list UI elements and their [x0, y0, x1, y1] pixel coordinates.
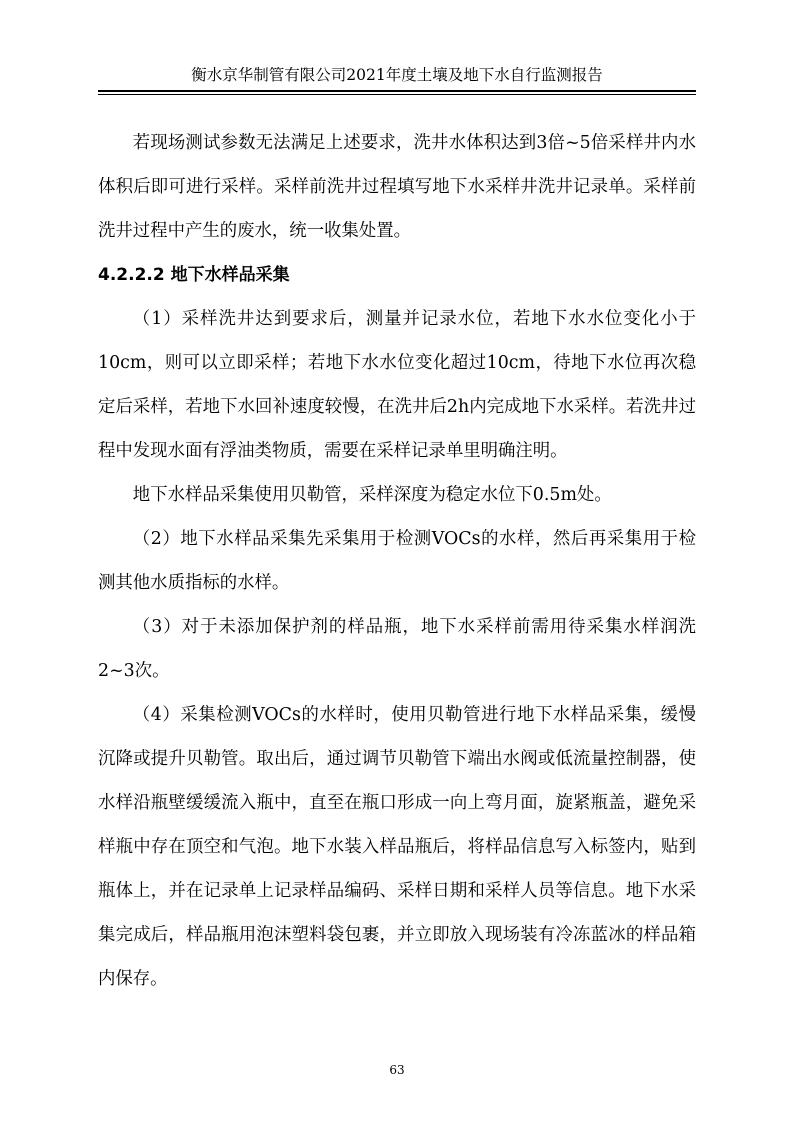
section-heading: 4.2.2.2 地下水样品采集: [98, 265, 290, 285]
bailer-note: 地下水样品采集使用贝勒管，采样深度为稳定水位下0.5m处。: [132, 485, 612, 505]
header-rule-thick: [98, 90, 696, 92]
sampling-step-2: （2）地下水样品采集先采集用于检测VOCs的水样，然后再采集用于检测其他水质指标的水样。: [98, 529, 696, 593]
sampling-step-1: （1）采样洗井达到要求后，测量并记录水位，若地下水水位变化小于10cm，则可以立即采样；若地下水水位变化超过10cm，待地下水位再次稳定后采样，若地下水回补速度较慢，在洗井后2h内完成地下水采样。若洗井过程中发现水面有浮油类物质，需要在采样记录单里明确注明。: [98, 309, 696, 461]
sampling-step-4: （4）采集检测VOCs的水样时，使用贝勒管进行地下水样品采集，缓慢沉降或提升贝勒管。取出后，通过调节贝勒管下端出水阀或低流量控制器，使水样沿瓶壁缓缓流入瓶中，直至在瓶口形成一向上弯月面，旋紧瓶盖，避免采样瓶中存在顶空和气泡。地下水装入样品瓶后，将样品信息写入标签内，贴到瓶体上，并在记录单上记录样品编码、采样日期和采样人员等信息。地下水采集完成后，样品瓶用泡沫塑料袋包裹，并立即放入现场装有冷冻蓝冰的样品箱内保存。: [98, 705, 696, 989]
sampling-step-3: （3）对于未添加保护剂的样品瓶，地下水采样前需用待采集水样润洗2~3次。: [98, 617, 696, 681]
page-header-title: 衡水京华制管有限公司2021年度土壤及地下水自行监测报告: [191, 66, 603, 84]
intro-paragraph: 若现场测试参数无法满足上述要求，洗井水体积达到3倍~5倍采样井内水体积后即可进行采样。采样前洗井过程填写地下水采样井洗井记录单。采样前洗井过程中产生的废水，统一收集处置。: [98, 133, 696, 241]
header-rule-thin: [98, 94, 696, 95]
document-body: [98, 121, 696, 1001]
page-number: 63: [389, 1063, 405, 1077]
